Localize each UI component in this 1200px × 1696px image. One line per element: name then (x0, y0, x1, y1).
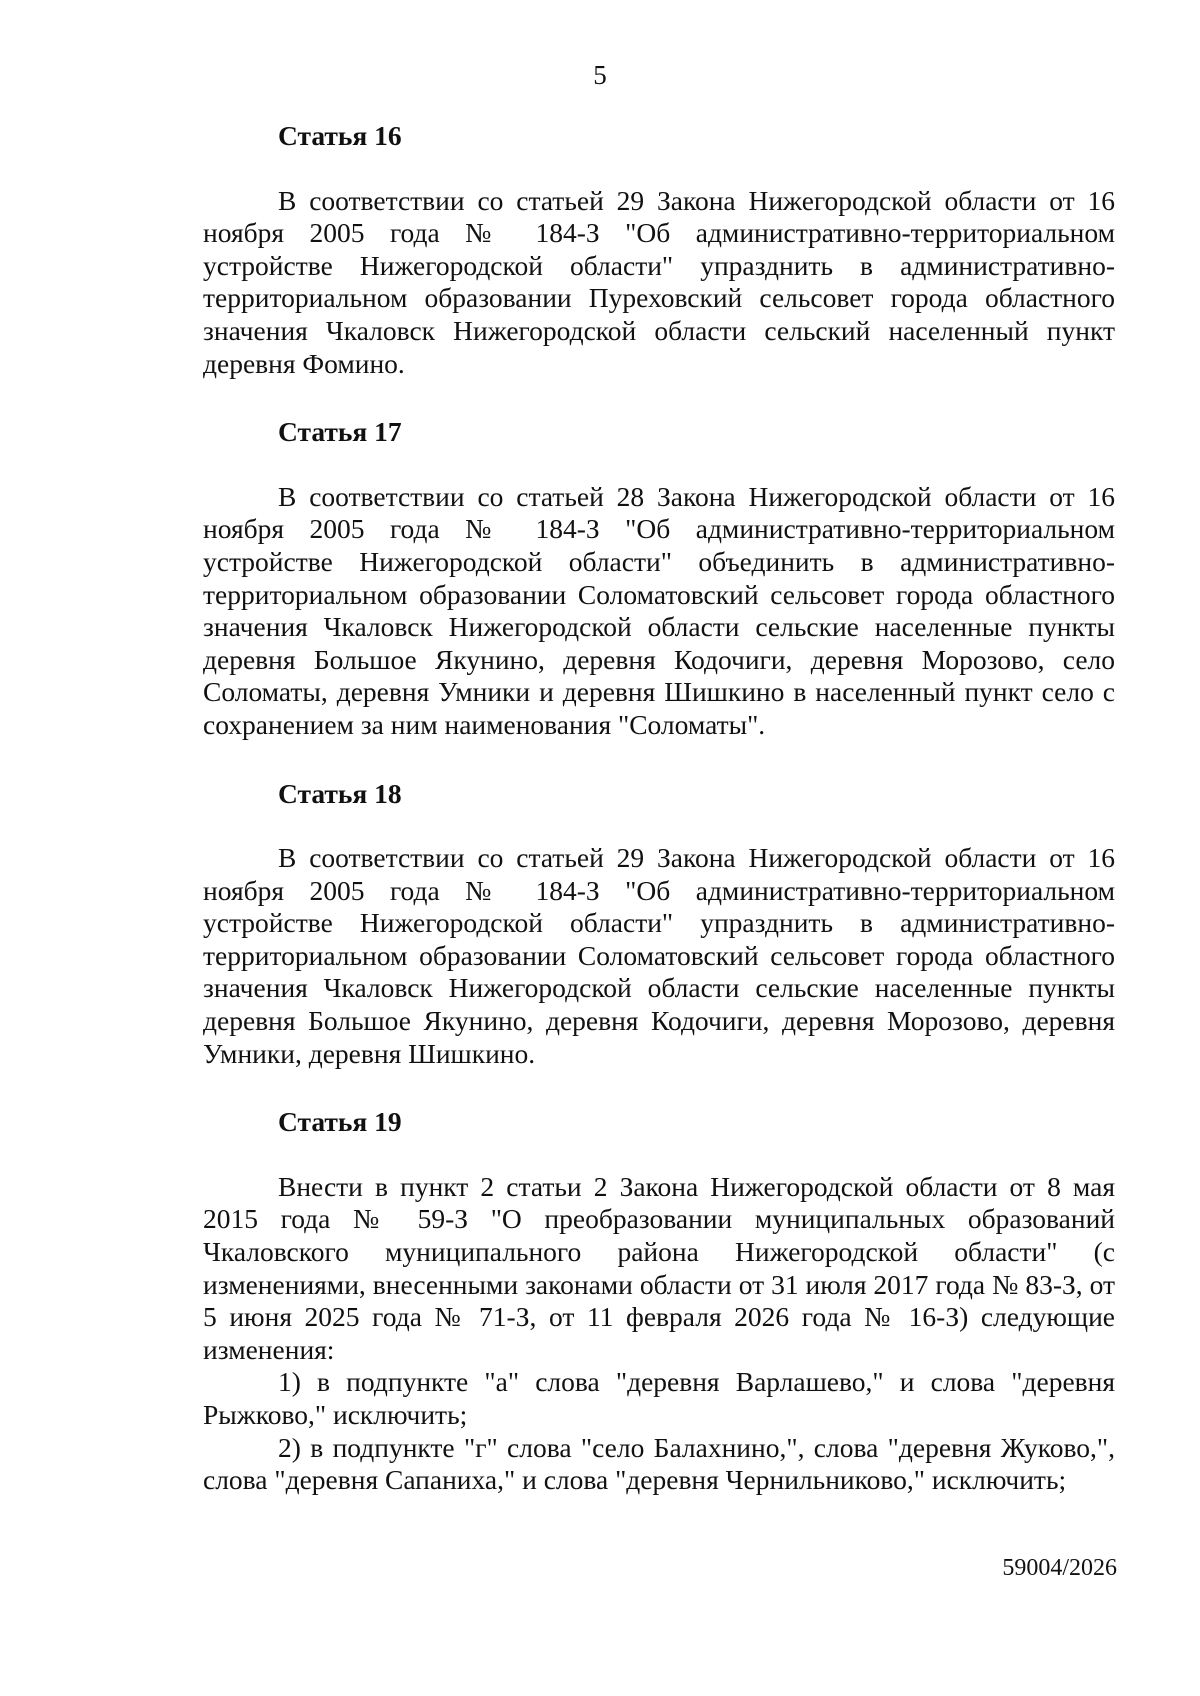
article-heading: Статья 18 (278, 777, 402, 809)
document-code: 59004/2026 (1002, 1555, 1117, 1581)
article-text: В соответствии со статьей 28 Закона Нижегородской области от 16 ноября 2005 года № 184-З "Об административно-территориальном устройстве Нижегородской области" объединить в административно-территориальном образовании Соломатовский сельсовет города областного значения Чкаловск Нижегородской области сельские населенные пункты деревня Большое Якунино, деревня Кодочиги, деревня Морозово, село Соломаты, деревня Умники и деревня Шишкино в населенный пункт село с сохранением за ним наименования "Соломаты". (203, 480, 1115, 740)
article-heading: Статья 17 (278, 416, 402, 448)
article-19 (203, 1106, 1115, 1497)
list-item: 2) в подпункте "г" слова "село Балахнино,", слова "деревня Жуково,", слова "деревня Сапаниха," и слова "деревня Чернильниково," исключить; (203, 1431, 1115, 1496)
article-text: В соответствии со статьей 29 Закона Нижегородской области от 16 ноября 2005 года № 184-З "Об административно-территориальном устройстве Нижегородской области" упразднить в административно-территориальном образовании Соломатовский сельсовет города областного значения Чкаловск Нижегородской области сельские населенные пункты деревня Большое Якунино, деревня Кодочиги, деревня Морозово, деревня Умники, деревня Шишкино. (203, 842, 1115, 1069)
article-text: В соответствии со статьей 29 Закона Нижегородской области от 16 ноября 2005 года № 184-З "Об административно-территориальном устройстве Нижегородской области" упразднить в административно-территориальном образовании Пуреховский сельсовет города областного значения Чкаловск Нижегородской области сельский населенный пункт деревня Фомино. (203, 184, 1115, 379)
article-18 (203, 778, 1115, 1071)
article-16 (203, 120, 1115, 380)
list-item: 1) в подпункте "а" слова "деревня Варлашево," и слова "деревня Рыжково," исключить; (203, 1366, 1115, 1430)
page-number: 5 (593, 60, 607, 90)
document-body (203, 120, 1115, 1533)
article-text: Внести в пункт 2 статьи 2 Закона Нижегородской области от 8 мая 2015 года № 59-З "О преобразовании муниципальных образований Чкаловского муниципального района Нижегородской области" (с изменениями, внесенными законами области от 31 июля 2017 года № 83-З, от 5 июня 2025 года № 71-З, от 11 февраля 2026 года № 16-З) следующие изменения: (203, 1170, 1115, 1365)
article-heading: Статья 16 (278, 120, 402, 151)
article-heading: Статья 19 (278, 1106, 402, 1138)
article-17 (203, 416, 1115, 741)
